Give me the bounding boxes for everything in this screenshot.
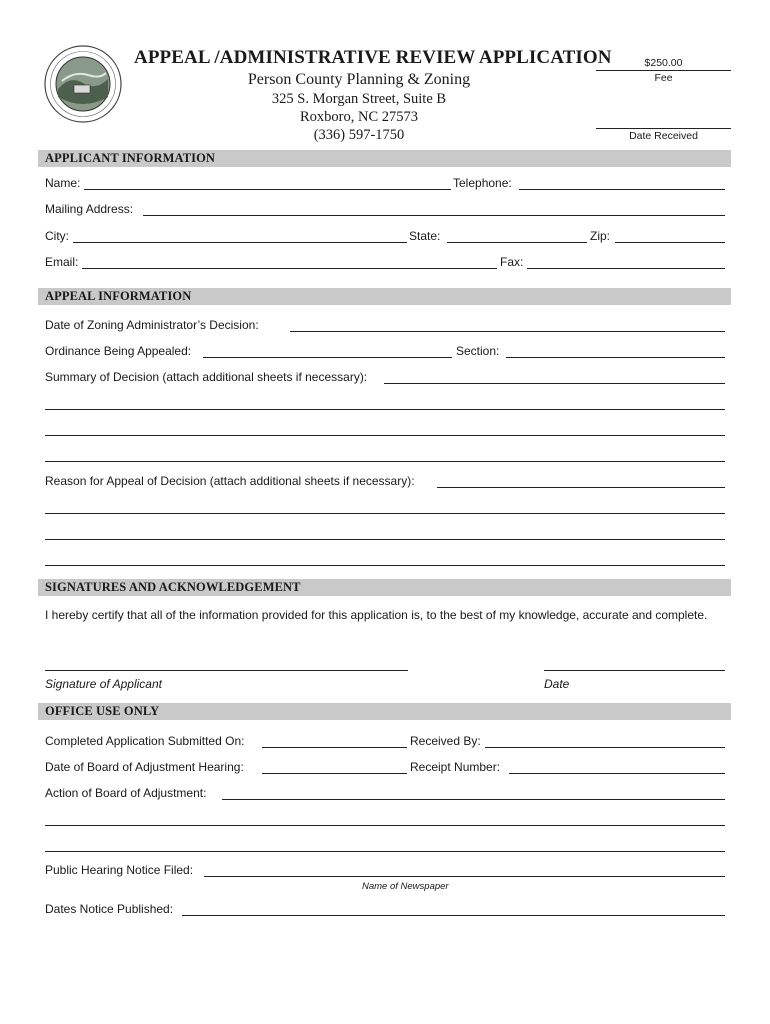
received-by-field[interactable] [485,747,725,748]
submitted-on-field[interactable] [262,747,407,748]
zip-field[interactable] [615,242,725,243]
board-action-line[interactable] [45,825,725,826]
dates-published-field[interactable] [182,915,725,916]
email-label: Email: [45,255,79,269]
reason-label: Reason for Appeal of Decision (attach additional sheets if necessary): [45,474,415,488]
office-section-header [38,703,731,720]
state-label: State: [409,229,441,243]
fee-amount: $250.00 [644,57,683,69]
ordinance-label: Ordinance Being Appealed: [45,344,192,358]
submitted-on-label: Completed Application Submitted On: [45,734,245,748]
mailing-address-field[interactable] [143,215,725,216]
reason-field[interactable] [437,487,725,488]
hearing-date-label: Date of Board of Adjustment Hearing: [45,760,244,774]
mailing-address-label: Mailing Address: [45,202,134,216]
ordinance-field[interactable] [203,357,452,358]
summary-label: Summary of Decision (attach additional sheets if necessary): [45,370,368,384]
fee-line [596,70,731,71]
zip-label: Zip: [590,229,611,243]
summary-field[interactable] [384,383,725,384]
summary-line[interactable] [45,409,725,410]
certification-text: I hereby certify that all of the information provided for this application is, to the best of my knowledge, accurate and complete. [45,608,708,622]
decision-date-label: Date of Zoning Administrator’s Decision: [45,318,259,332]
applicant-section-title: APPLICANT INFORMATION [45,151,216,165]
telephone-field[interactable] [519,189,725,190]
board-action-label: Action of Board of Adjustment: [45,786,207,800]
form-title: APPEAL /ADMINISTRATIVE REVIEW APPLICATION [134,47,612,68]
received-by-label: Received By: [410,734,481,748]
appeal-section-title: APPEAL INFORMATION [45,289,192,303]
county-seal-logo [44,45,122,123]
appeal-section-header [38,288,731,305]
receipt-number-label: Receipt Number: [410,760,501,774]
reason-line[interactable] [45,513,725,514]
phone-number: (336) 597-1750 [313,127,405,143]
signatures-section-title: SIGNATURES AND ACKNOWLEDGEMENT [45,580,301,594]
office-section-title: OFFICE USE ONLY [45,704,160,718]
section-field[interactable] [506,357,725,358]
fax-field[interactable] [527,268,725,269]
fax-label: Fax: [500,255,524,269]
summary-line[interactable] [45,435,725,436]
applicant-section-header [38,150,731,167]
dates-published-label: Dates Notice Published: [45,902,174,916]
board-action-field[interactable] [222,799,725,800]
address-line-1: 325 S. Morgan Street, Suite B [271,91,447,107]
hearing-date-field[interactable] [262,773,407,774]
section-label: Section: [456,344,500,358]
email-field[interactable] [82,268,497,269]
signature-date-field[interactable] [544,670,725,671]
applicant-signature-label: Signature of Applicant [45,677,162,691]
notice-filed-label: Public Hearing Notice Filed: [45,863,194,877]
date-received-label: Date Received [629,130,698,142]
name-field[interactable] [84,189,451,190]
organization-name: Person County Planning & Zoning [247,71,471,88]
applicant-signature-field[interactable] [45,670,408,671]
telephone-label: Telephone: [453,176,512,190]
date-received-line[interactable] [596,128,731,129]
newspaper-name-caption: Name of Newspaper [362,881,449,892]
city-label: City: [45,229,69,243]
city-field[interactable] [73,242,407,243]
signatures-section-header [38,579,731,596]
reason-line[interactable] [45,539,725,540]
state-field[interactable] [447,242,587,243]
name-label: Name: [45,176,81,190]
reason-line[interactable] [45,565,725,566]
notice-filed-field[interactable] [204,876,725,877]
fee-label: Fee [654,72,673,84]
receipt-number-field[interactable] [509,773,725,774]
summary-line[interactable] [45,461,725,462]
decision-date-field[interactable] [290,331,725,332]
address-line-2: Roxboro, NC 27573 [299,109,419,125]
board-action-line[interactable] [45,851,725,852]
signature-date-label: Date [544,677,570,691]
